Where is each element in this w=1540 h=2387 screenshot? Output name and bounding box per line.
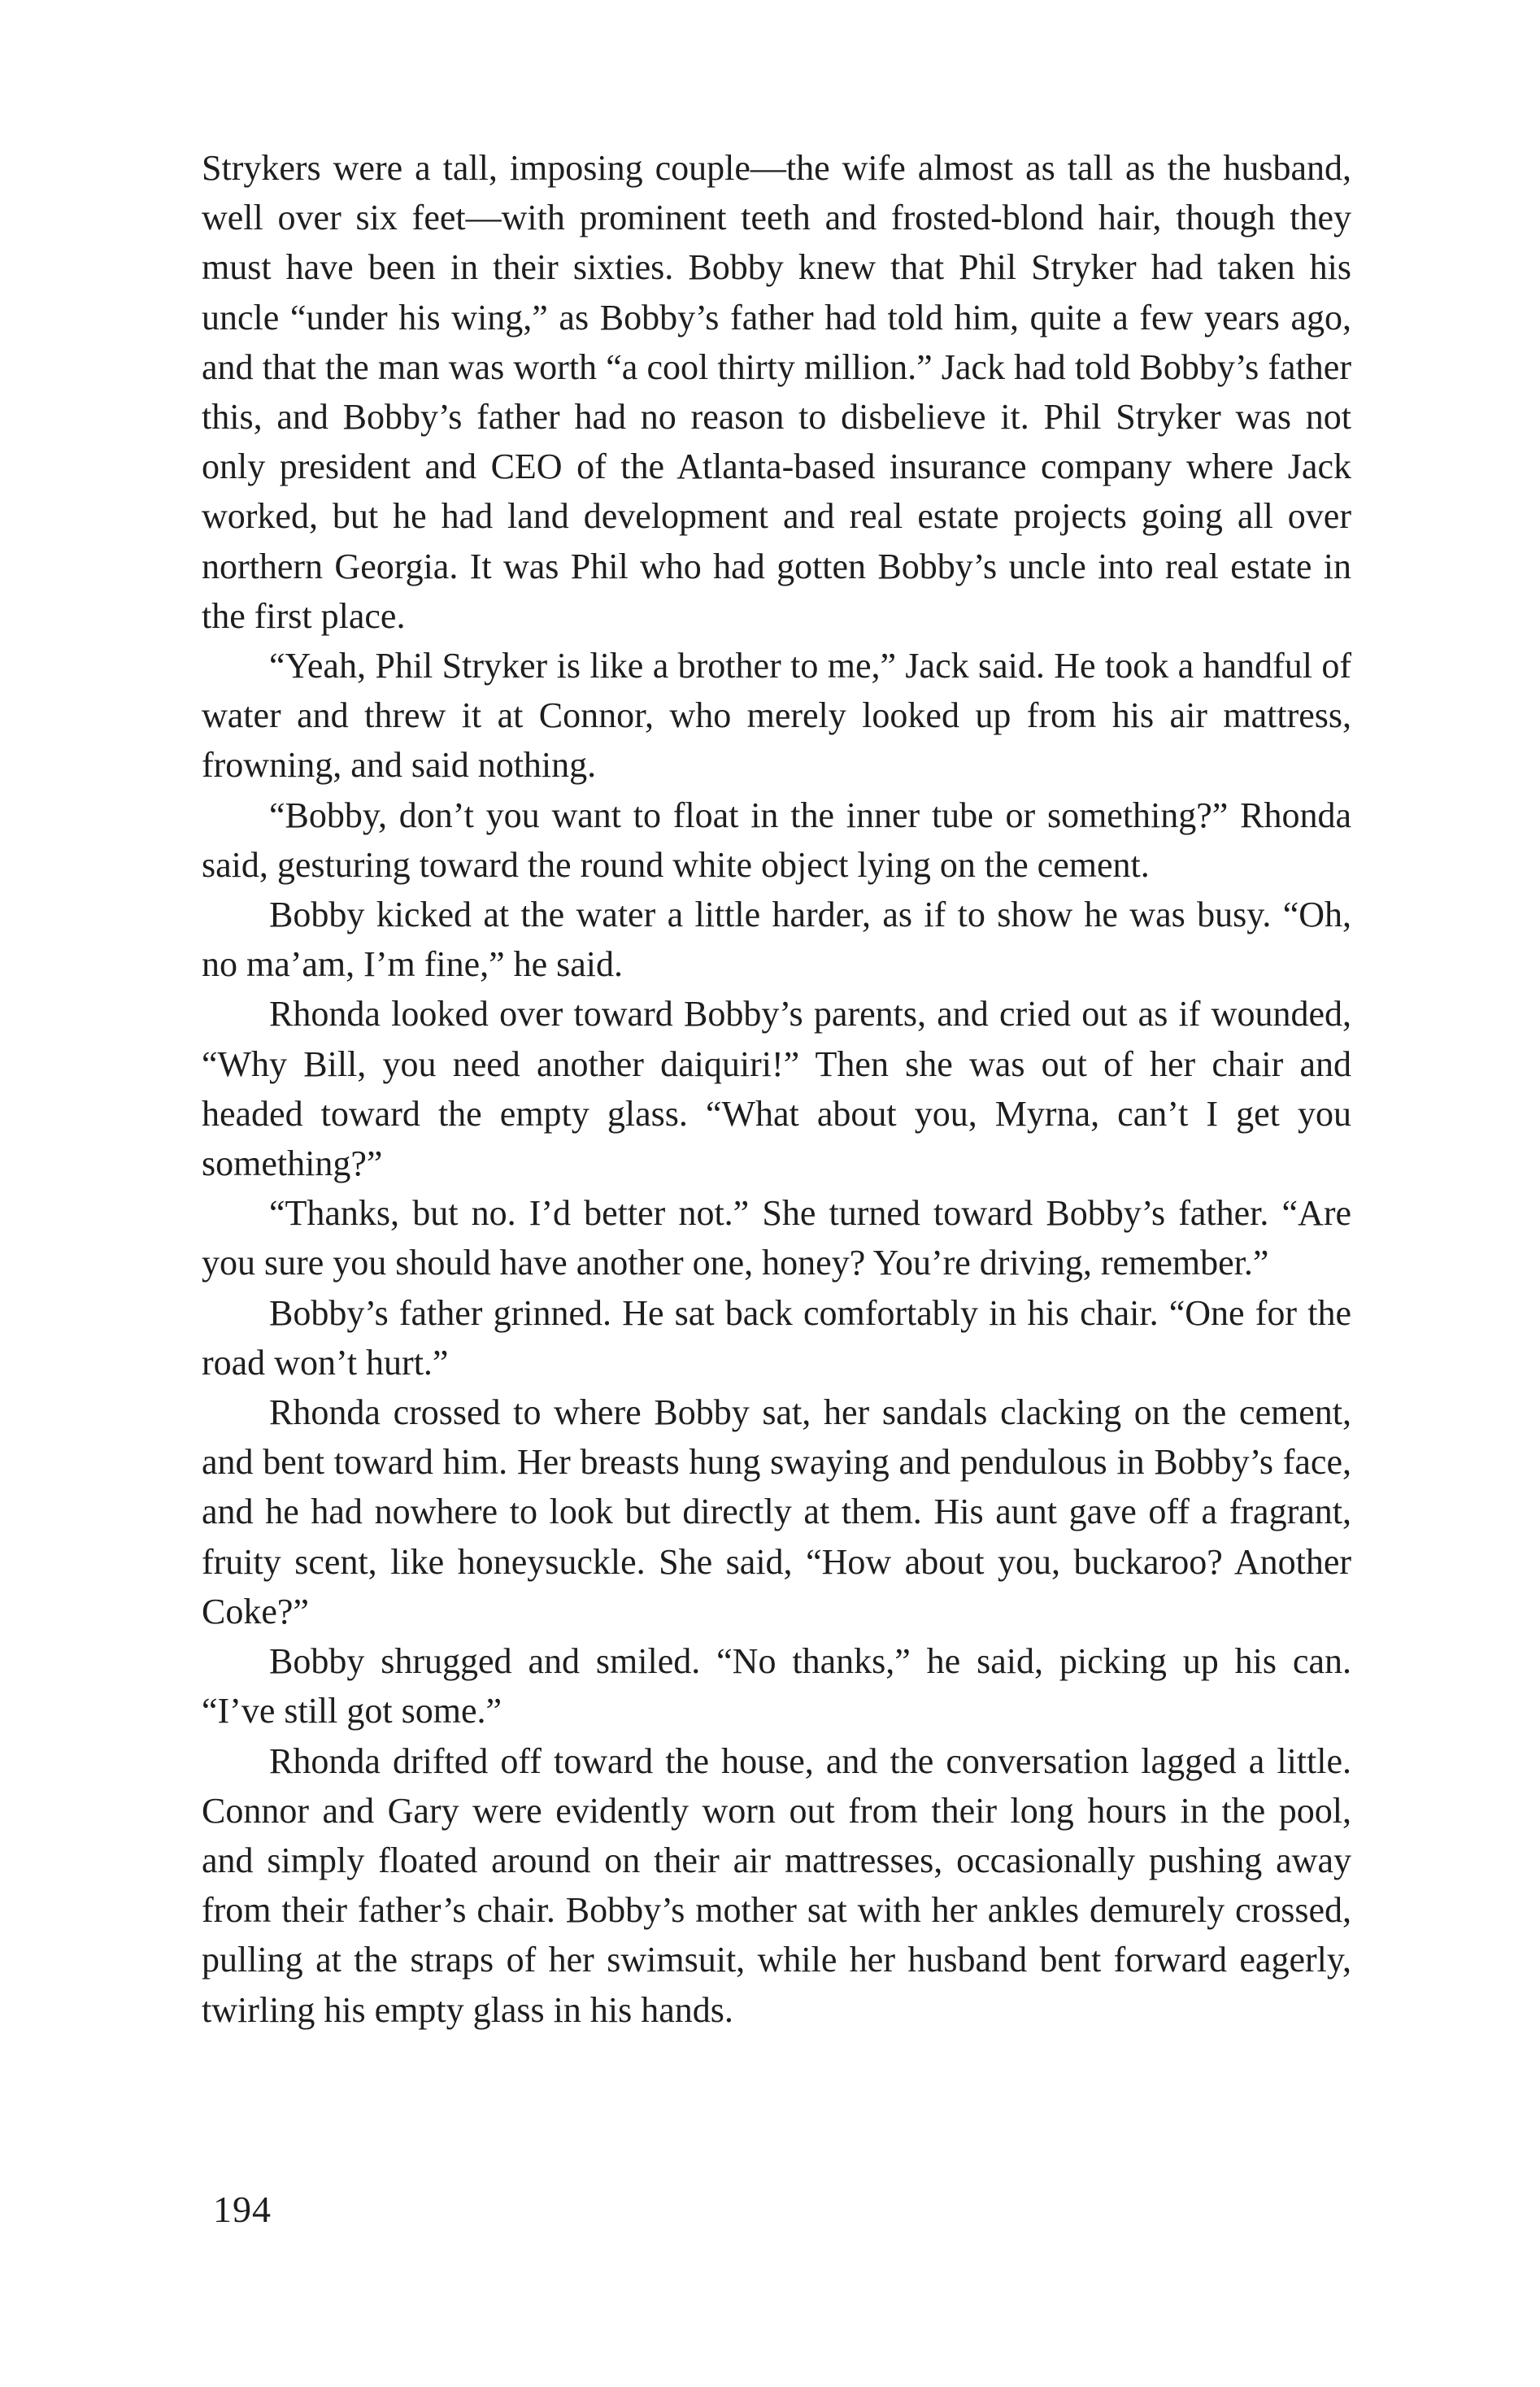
paragraph-9: Bobby shrugged and smiled. “No thanks,” he said, picking up his can. “I’ve still got some.” bbox=[202, 1641, 1351, 1731]
paragraph-5: Rhonda looked over toward Bobby’s parents, and cried out as if wounded, “Why Bill, you need another daiquiri!” Then she was out of her chair and headed toward the empty glass. “What about you, Myrna, can’t I get you something?” bbox=[202, 994, 1351, 1184]
paragraph-2: “Yeah, Phil Stryker is like a brother to me,” Jack said. He took a handful of water and threw it at Connor, who merely looked up from his air mattress, frowning, and said nothing. bbox=[202, 646, 1351, 786]
page-number: 194 bbox=[213, 2189, 272, 2230]
paragraph-10: Rhonda drifted off toward the house, and the conversation lagged a little. Connor and Gary were evidently worn out from their long hours in the pool, and simply floated around on their air mattresses, occasionally pushing away from their father’s chair. Bobby’s mother sat with her ankles demurely crossed, pulling at the straps of her swimsuit, while her husband bent forward eagerly, twirling his empty glass in his hands. bbox=[202, 1740, 1351, 2030]
body-text bbox=[202, 143, 1351, 2035]
paragraph-1: Strykers were a tall, imposing couple—the wife almost as tall as the husband, well over six feet—with prominent teeth and frosted-blond hair, though they must have been in their sixties. Bobby knew that Phil Stryker had taken his uncle “under his wing,” as Bobby’s father had told him, quite a few years ago, and that the man was worth “a cool thirty million.” Jack had told Bobby’s father this, and Bobby’s father had no reason to disbelieve it. Phil Stryker was not only president and CEO of the Atlanta-based insurance company where Jack worked, but he had land development and real estate projects going all over northern Georgia. It was Phil who had gotten Bobby’s uncle into real estate in the first place. bbox=[202, 148, 1351, 636]
paragraph-8: Rhonda crossed to where Bobby sat, her sandals clacking on the cement, and bent toward him. Her breasts hung swaying and pendulous in Bobby’s face, and he had nowhere to look but directly at them. His aunt gave off a fragrant, fruity scent, like honeysuckle. She said, “How about you, buckaroo? Another Coke?” bbox=[202, 1392, 1351, 1631]
paragraph-3: “Bobby, don’t you want to float in the inner tube or something?” Rhonda said, gesturing toward the round white object lying on the cement. bbox=[202, 795, 1351, 885]
paragraph-4: Bobby kicked at the water a little harder, as if to show he was busy. “Oh, no ma’am, I’m fine,” he said. bbox=[202, 895, 1351, 985]
paragraph-6: “Thanks, but no. I’d better not.” She turned toward Bobby’s father. “Are you sure you should have another one, honey? You’re driving, remember.” bbox=[202, 1193, 1351, 1283]
paragraph-7: Bobby’s father grinned. He sat back comfortably in his chair. “One for the road won’t hurt.” bbox=[202, 1292, 1351, 1383]
